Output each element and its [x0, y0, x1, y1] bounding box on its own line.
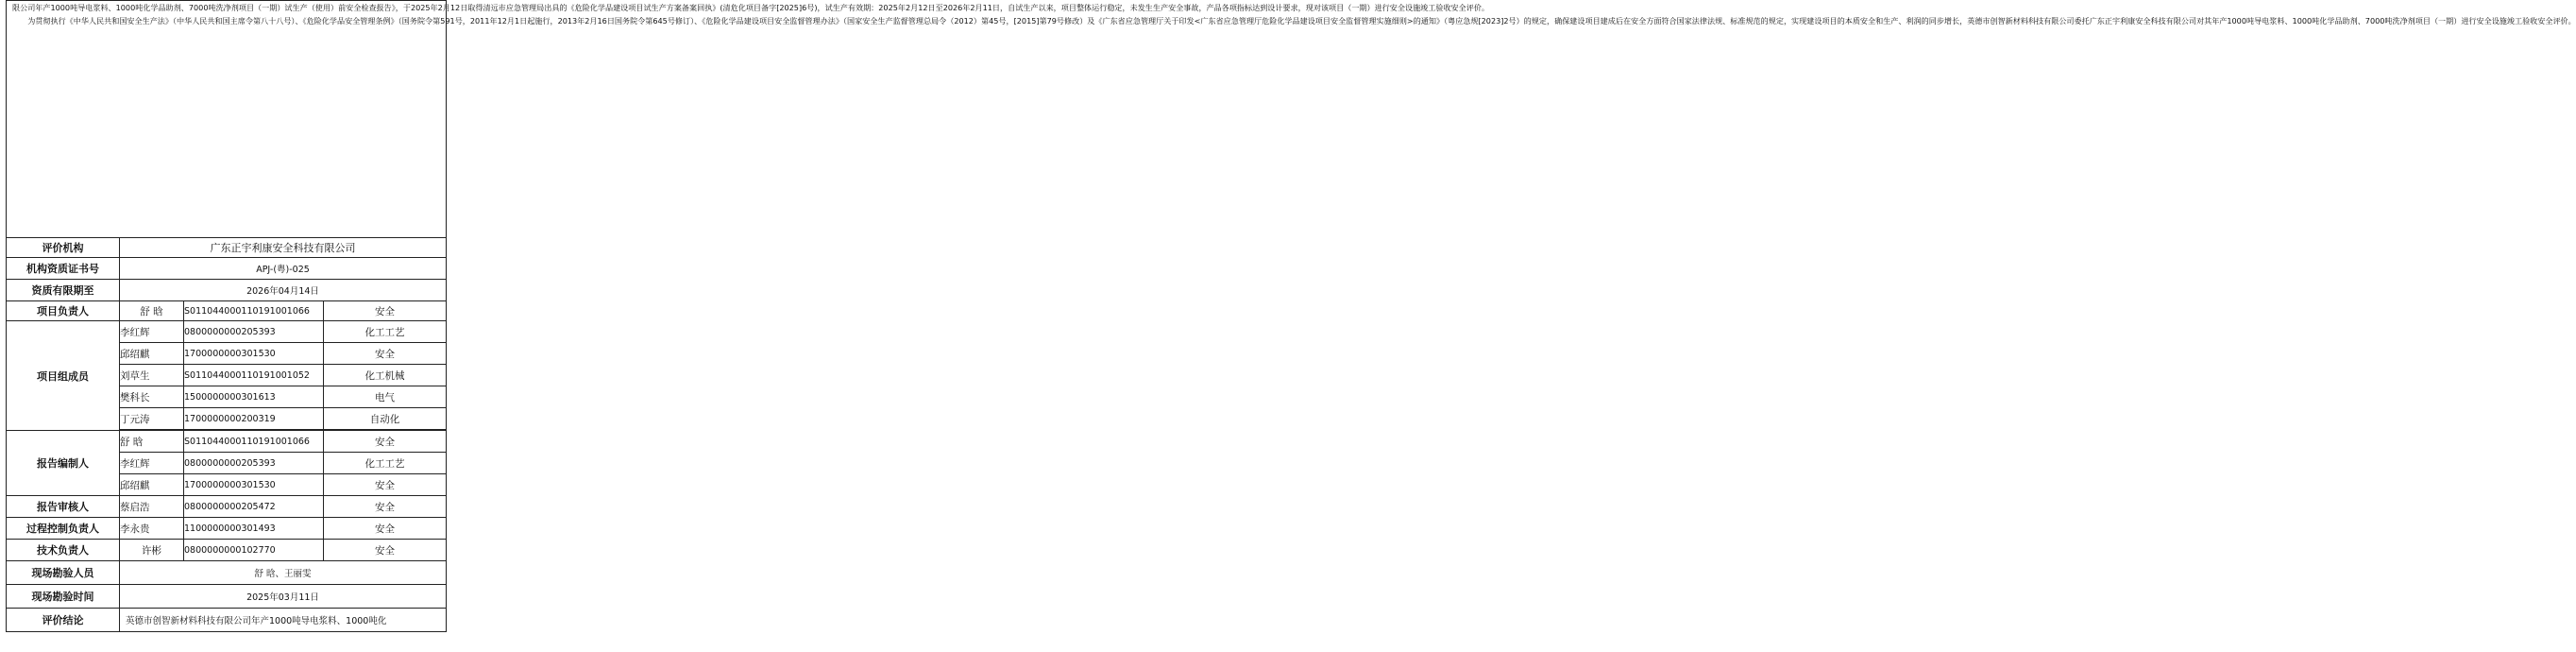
person-cert: 1100000000301493 [184, 518, 324, 540]
person-cert: 0800000000205472 [184, 496, 324, 518]
person-specialty: 安全 [324, 496, 447, 518]
site-survey-date-label: 现场勘验时间 [7, 585, 120, 609]
person-name: 舒 晗 [120, 301, 184, 321]
conclusion-label: 评价结论 [7, 609, 120, 632]
conclusion-row [7, 609, 447, 632]
project-lead-row [7, 301, 447, 321]
intro-paragraph-1: 限公司年产1000吨导电浆料、1000吨化学品助剂、7000吨洗净剂项目（一期）试生产（使用）前安全检查报告》，于2025年2月12日取得清远市应急管理局出具的《危险化学品建设项目试生产方案备案回执》(清危化项目备字[2025]6号)，试生产有效期：2025年2月12日至2026年2月11日，自试生产以来，项目整体运行稳定，未发生生产安全事故，产品各项指标达到设计要求，现对该项目（一期）进行安全设施竣工验收安全评价。 [12, 3, 1490, 12]
authors-label: 报告编制人 [7, 431, 120, 496]
site-survey-people-row [7, 561, 447, 585]
cert-no-row [7, 258, 447, 280]
person-name: 邱绍麒 [120, 343, 184, 365]
reviewer-row [7, 496, 447, 518]
org-row [7, 238, 447, 258]
person-specialty: 安全 [324, 343, 447, 365]
valid-until-row [7, 280, 447, 301]
author-row [7, 431, 447, 453]
person-name: 邱绍麒 [120, 474, 184, 496]
valid-until-label: 资质有限期至 [7, 280, 120, 301]
person-specialty: 安全 [324, 301, 447, 321]
person-cert: S011044000110191001066 [184, 431, 324, 453]
person-cert: 0800000000205393 [184, 321, 324, 343]
person-name: 许彬 [120, 540, 184, 561]
site-survey-people-label: 现场勘验人员 [7, 561, 120, 585]
reviewer-label: 报告审核人 [7, 496, 120, 518]
site-survey-date-value: 2025年03月11日 [120, 585, 447, 609]
person-cert: 1700000000301530 [184, 474, 324, 496]
person-cert: 1500000000301613 [184, 386, 324, 408]
person-cert: 0800000000205393 [184, 453, 324, 474]
person-specialty: 安全 [324, 518, 447, 540]
person-specialty: 自动化 [324, 408, 447, 430]
person-specialty: 化工工艺 [324, 453, 447, 474]
valid-until-value: 2026年04月14日 [120, 280, 447, 301]
technical-lead-label: 技术负责人 [7, 540, 120, 561]
project-lead-label: 项目负责人 [7, 301, 120, 321]
person-specialty: 化工机械 [324, 365, 447, 386]
person-name: 蔡启浩 [120, 496, 184, 518]
person-cert: S011044000110191001052 [184, 365, 324, 386]
evaluation-info-table [6, 0, 2576, 632]
person-cert: 0800000000102770 [184, 540, 324, 561]
process-control-label: 过程控制负责人 [7, 518, 120, 540]
person-name: 舒 晗 [120, 431, 184, 453]
members-label: 项目组成员 [7, 321, 120, 431]
person-name: 李红辉 [120, 453, 184, 474]
person-specialty: 安全 [324, 474, 447, 496]
site-survey-people-value: 舒 晗、王丽雯 [120, 561, 447, 585]
person-name: 李红辉 [120, 321, 184, 343]
person-specialty: 电气 [324, 386, 447, 408]
technical-lead-row [7, 540, 447, 561]
person-cert: 1700000000200319 [184, 408, 324, 430]
intro-paragraph-2: 为贯彻执行《中华人民共和国安全生产法》（中华人民共和国主席令第八十八号）、《危险化学品安全管理条例》（国务院令第591号，2011年12月1日起施行，2013年2月16日国务院令第645号修订）、《危险化学品建设项目安全监督管理办法》（国家安全生产监督管理总局令（2012）第45号，[2015]第79号修改）及《广东省应急管理厅关于印发<广东省应急管理厅危险化学品建设项目安全监督管理实施细则>的通知》（粤应急规[2023]2号）的规定，确保建设项目建成后在安全方面符合国家法律法规、标准规范的规定，实现建设项目的本质安全和生产、利润的同步增长，英德市创智新材料科技有限公司委托广东正宇利康安全科技有限公司对其年产1000吨导电浆料、1000吨化学品助剂、7000吨洗净剂项目（一期）进行安全设施竣工验收安全评价。 [27, 16, 2576, 26]
person-specialty: 化工工艺 [324, 321, 447, 343]
member-row [7, 321, 447, 343]
org-label: 评价机构 [7, 238, 120, 258]
person-name: 刘草生 [120, 365, 184, 386]
process-control-row [7, 518, 447, 540]
org-value: 广东正宇利康安全科技有限公司 [120, 238, 447, 258]
intro-row [7, 1, 447, 238]
site-survey-date-row [7, 585, 447, 609]
intro-text [7, 1, 2576, 28]
person-name: 丁元涛 [120, 408, 184, 430]
person-name: 樊科长 [120, 386, 184, 408]
person-specialty: 安全 [324, 431, 447, 453]
conclusion-value: 英德市创智新材料科技有限公司年产1000吨导电浆料、1000吨化 [120, 609, 447, 632]
cert-no-label: 机构资质证书号 [7, 258, 120, 280]
person-specialty: 安全 [324, 540, 447, 561]
person-cert: 1700000000301530 [184, 343, 324, 365]
person-cert: S011044000110191001066 [184, 301, 324, 321]
person-name: 李永贵 [120, 518, 184, 540]
intro-cell [7, 1, 2576, 238]
cert-no-value: APJ-(粤)-025 [120, 258, 447, 280]
